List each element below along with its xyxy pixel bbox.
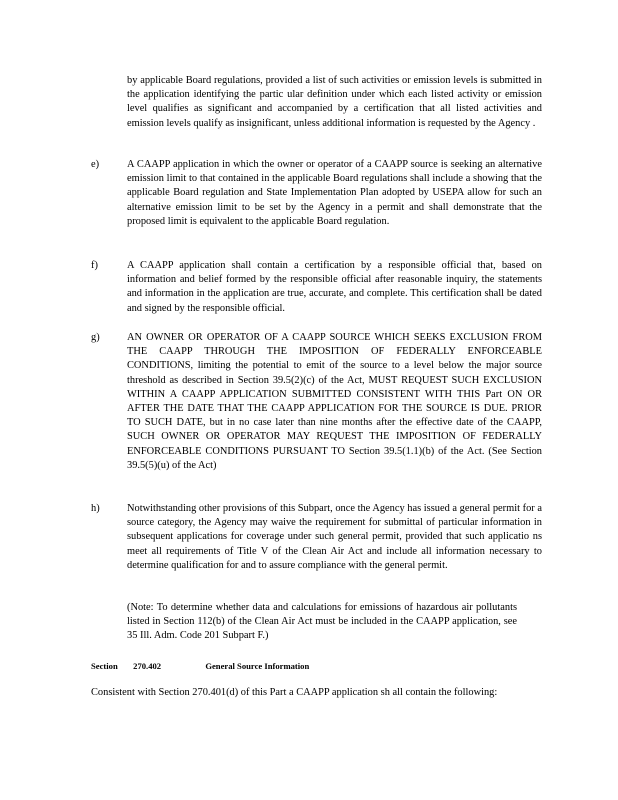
item-h-text-block xyxy=(127,502,542,573)
item-g-text-block xyxy=(127,331,542,473)
item-marker-g: g) xyxy=(91,332,100,343)
item-g-text: AN OWNER OR OPERATOR OF A CAAPP SOURCE WHICH SEEKS EXCLUSION FROM THE CAAPP THROUGH THE IMPOSITION OF FEDERALLY ENFORCEABLE CONDITIONS, limiting the potential to emit of the source to a level below the major source threshold as described in Section 39.5(2)(c) of the Act, MUST REQUEST SUCH EXCLUSION WITHIN A CAAPP APPLICATION SUBMITTED CONSISTENT WITH THIS Part ON OR AFTER THE DATE THAT THE CAAPP APPLICATION FOR THE SOURCE IS DUE. PRIOR TO SUCH DATE, but in no case later than nine months after the effective date of the CAAPP, SUCH OWNER OR OPERATOR MAY REQUEST THE IMPOSITION OF FEDERALLY ENFORCEABLE CONDITIONS PURSUANT TO Section 39.5(1.1)(b) of the Act. (See Section 39.5(5)(u) of the Act) xyxy=(127,332,542,471)
note-paragraph xyxy=(127,601,517,644)
item-marker-f: f) xyxy=(91,260,98,271)
lead-paragraph-text: by applicable Board regulations, provided a list of such activities or emission levels is submitted in the application identifying the partic ular definition under which each listed activity or emission level qualifies as significant and accompanied by a certification that all listed activities and emission levels qualify as insignificant, unless additional information is requested by the Agency . xyxy=(127,75,542,129)
item-h-text: Notwithstanding other provisions of this Subpart, once the Agency has issued a general permit for a source category, the Agency may waive the requirement for submittal of particular information in subsequent applications for coverage under such general permit, provided that such applicatio ns meet all requirements of Title V of the Clean Air Act and include all information necessary to determine qualification for and to assure compliance with the general permit. xyxy=(127,503,542,571)
note-text: (Note: To determine whether data and calculations for emissions of hazardous air pollutants listed in Section 112(b) of the Clean Air Act must be included in the CAAPP application, see 35 Ill. Adm. Code 201 Subpart F.) xyxy=(127,602,517,642)
item-marker-h: h) xyxy=(91,503,100,514)
item-marker-e: e) xyxy=(91,159,100,170)
closing-text: Consistent with Section 270.401(d) of this Part a CAAPP application sh all contain the following: xyxy=(91,687,498,698)
item-f-text: A CAAPP application shall contain a certification by a responsible official that, based on information and belief formed by the responsible official after reasonable inquiry, the statements and information in the application are true, accurate, and complete. This certification shall be dated and signed by the responsible official. xyxy=(127,260,542,314)
section-heading xyxy=(91,659,551,673)
item-f-text-block xyxy=(127,259,542,316)
closing-paragraph xyxy=(91,686,511,700)
item-e-text-block xyxy=(127,158,542,229)
section-label: Section xyxy=(91,661,118,671)
section-number: 270.402 xyxy=(133,661,162,671)
lead-paragraph xyxy=(127,74,542,131)
section-title: General Source Information xyxy=(205,661,310,671)
item-e-text: A CAAPP application in which the owner or operator of a CAAPP source is seeking an alternative emission limit to that contained in the applicable Board regulations shall include a showing that the applicable Board regulation and State Implementation Plan adopted by USEPA allow for such an alternative emission limit to be set by the Agency in a permit and shall demonstrate that the proposed limit is equivalent to the applicable Board regulation. xyxy=(127,159,542,227)
